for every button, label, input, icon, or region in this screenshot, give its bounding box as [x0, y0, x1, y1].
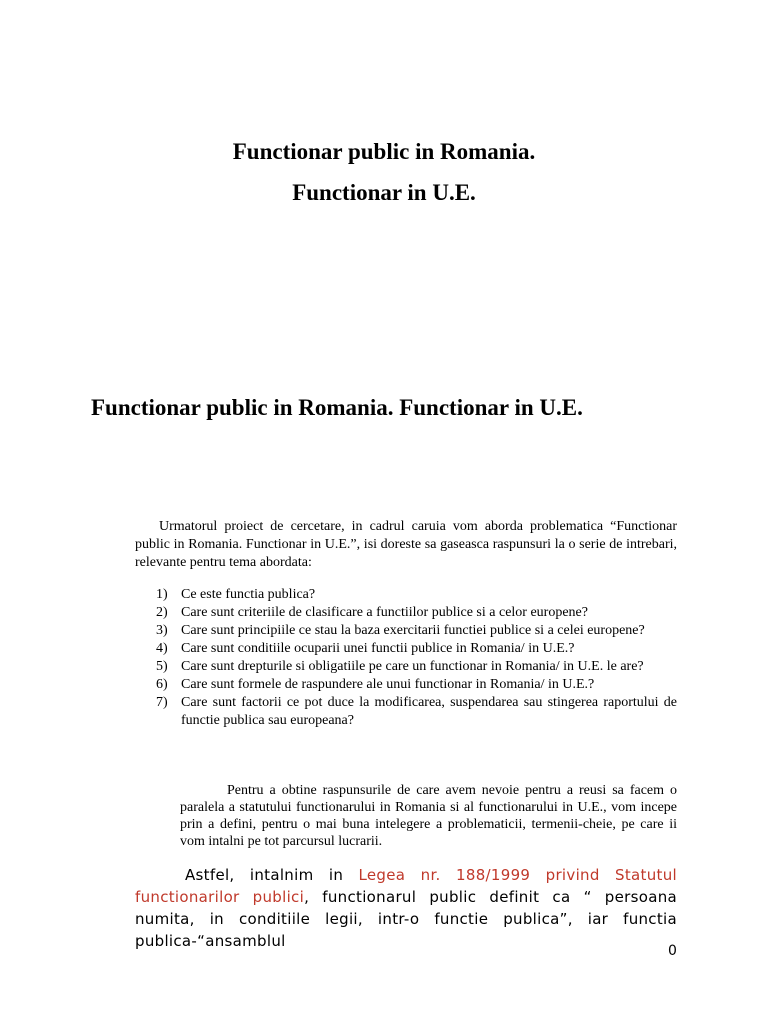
list-item: [135, 658, 677, 676]
third-paragraph-start: Astfel, intalnim in: [185, 866, 359, 884]
third-paragraph-rest: , functionarul public definit ca “ persoana numita, in conditiile legii, intr-o functie publica”, iar functia publica-“ansamblul: [135, 888, 677, 950]
list-item-number: 6): [156, 677, 168, 692]
law-link[interactable]: Legea nr. 188/1999 privind Statutul functionarilor publici: [135, 866, 677, 906]
page-number: 0: [668, 943, 677, 959]
title-line-1: Functionar public in Romania.: [232, 139, 536, 164]
second-paragraph: Pentru a obtine raspunsurile de care avem nevoie pentru a reusi sa facem o paralela a statutului functionarului in Romania si al functionarului in U.E., vom incepe prin a defini, pentru o mai buna intelegere a problematicii, termenii-cheie, pe care ii vom intalni pe tot parcursul lucrarii.: [180, 783, 677, 849]
list-item-number: 5): [156, 659, 168, 674]
list-item-text: Care sunt factorii ce pot duce la modificarea, suspendarea sau stingerea raportului de functie publica sau europeana?: [181, 695, 677, 728]
list-item-text: Care sunt principiile ce stau la baza exercitarii functiei publice si a celei europene?: [181, 623, 645, 638]
list-item-number: 7): [156, 695, 168, 710]
section-heading: Functionar public in Romania. Functionar in U.E.: [91, 395, 583, 420]
list-item: [135, 604, 677, 622]
list-item-number: 4): [156, 641, 168, 656]
list-item: [135, 676, 677, 694]
list-item-text: Care sunt formele de raspundere ale unui functionar in Romania/ in U.E.?: [181, 677, 595, 692]
title-line-2: Functionar in U.E.: [292, 180, 476, 205]
list-item: [135, 640, 677, 658]
list-item: [135, 622, 677, 640]
list-item-number: 3): [156, 623, 168, 638]
list-item: [135, 694, 677, 730]
intro-paragraph: Urmatorul proiect de cercetare, in cadrul caruia vom aborda problematica “Functionar public in Romania. Functionar in U.E.”, isi doreste sa gaseasca raspunsuri la o serie de intrebari, relevante pentru tema abordata:: [135, 519, 677, 570]
list-item-text: Care sunt criteriile de clasificare a functiilor publice si a celor europene?: [181, 605, 588, 620]
list-item-text: Ce este functia publica?: [181, 587, 316, 602]
list-item-text: Care sunt drepturile si obligatiile pe care un functionar in Romania/ in U.E. le are?: [181, 659, 644, 674]
questions-list: [135, 586, 677, 730]
list-item-number: 2): [156, 605, 168, 620]
list-item: [135, 586, 677, 604]
list-item-number: 1): [156, 587, 168, 602]
list-item-text: Care sunt conditiile ocuparii unei functii publice in Romania/ in U.E.?: [181, 641, 575, 656]
third-paragraph: [135, 864, 677, 952]
